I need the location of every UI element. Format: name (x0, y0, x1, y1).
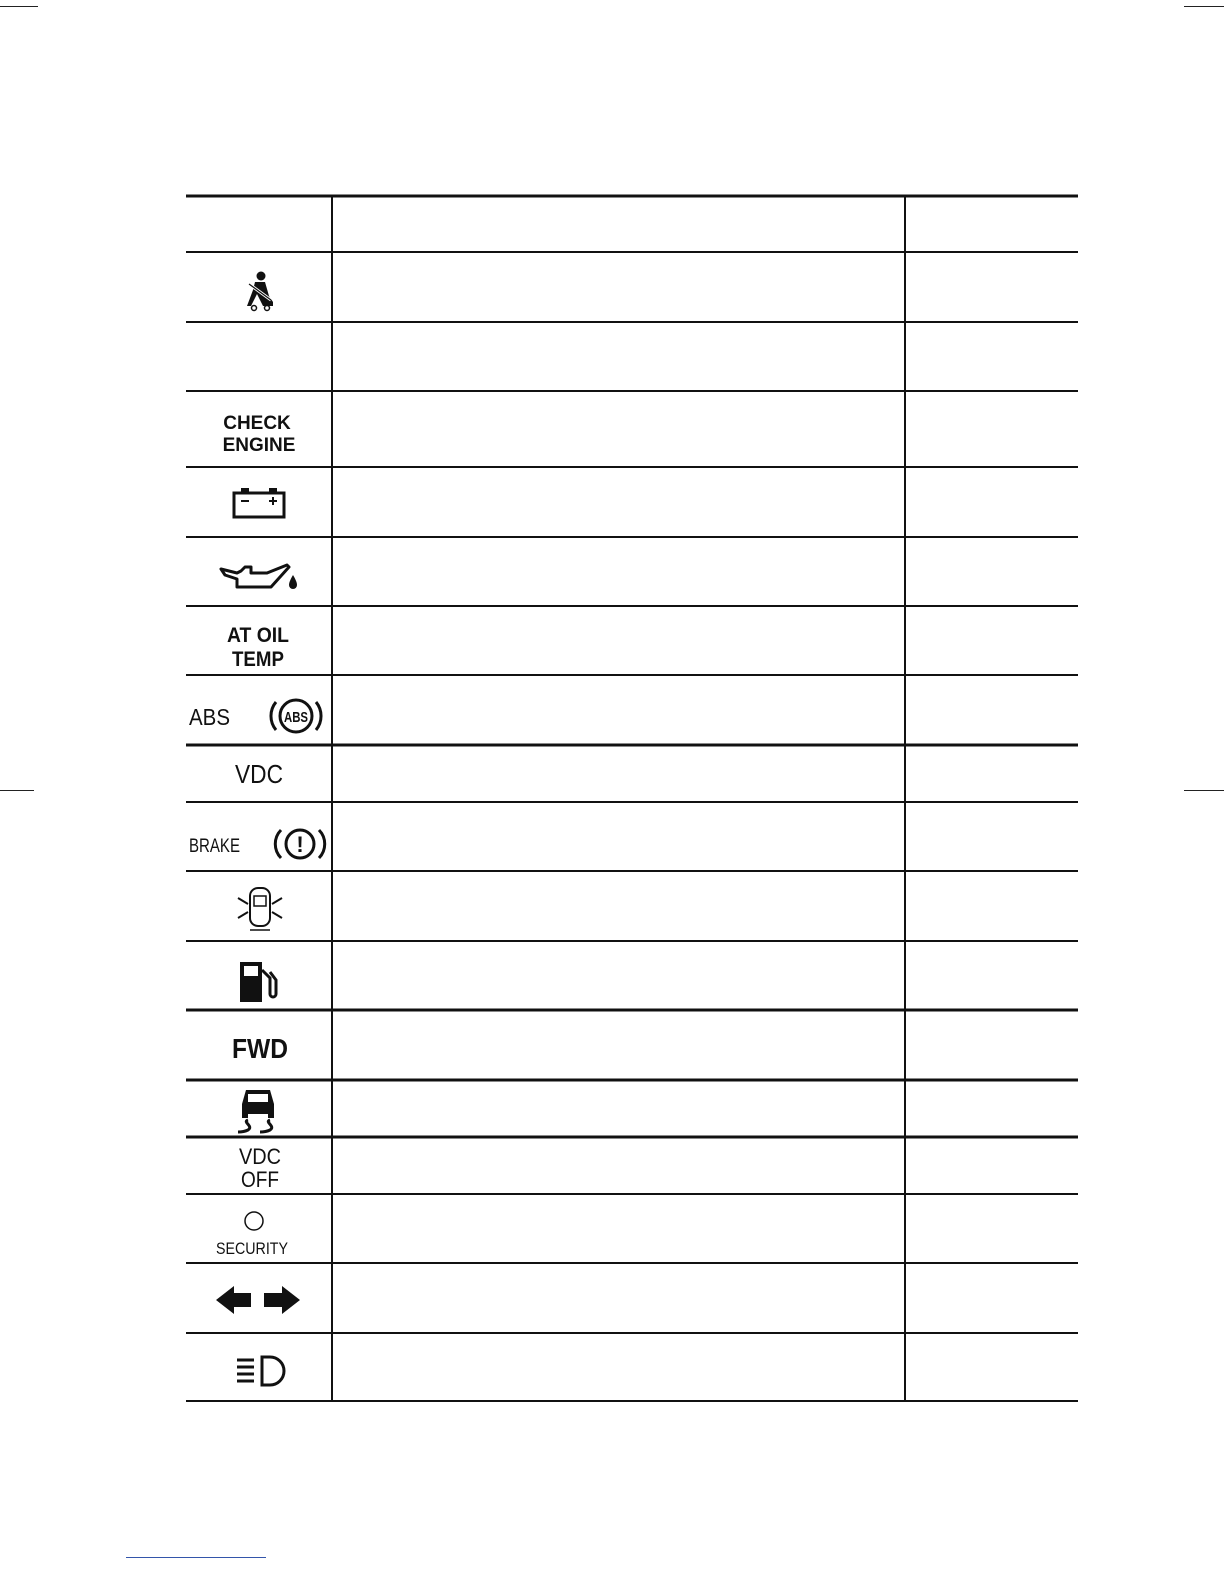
high-beam-icon (237, 1357, 284, 1385)
brake-label: BRAKE (189, 836, 240, 857)
at-oil-temp-line-1: AT OIL (227, 624, 290, 647)
skid-car-icon (238, 1090, 274, 1132)
vdc-text: VDC (235, 759, 283, 789)
at-oil-temp-text (227, 624, 289, 671)
abs-label: ABS (189, 704, 230, 730)
vdc-off-line-1: VDC (239, 1144, 282, 1169)
vdc-off-text (239, 1144, 281, 1192)
security-icon (216, 1212, 288, 1258)
at-oil-temp-line-2: TEMP (232, 648, 284, 671)
turn-signal-icon (216, 1286, 300, 1314)
security-label: SECURITY (216, 1239, 288, 1258)
vdc-off-line-2: OFF (241, 1167, 279, 1192)
brake-icon (189, 830, 325, 858)
check-engine-line-1: CHECK (223, 413, 291, 434)
battery-icon (234, 488, 284, 517)
abs-circle-label: ABS (284, 709, 308, 726)
check-engine-text (223, 413, 296, 456)
brake-exclamation: ! (296, 832, 304, 857)
table-rules (186, 196, 1078, 1401)
check-engine-line-2: ENGINE (222, 435, 296, 456)
abs-icon (189, 700, 321, 732)
oil-can-icon (221, 565, 297, 589)
fwd-text: FWD (232, 1033, 288, 1064)
seat-belt-icon (247, 272, 273, 311)
door-open-icon (238, 888, 282, 930)
fuel-pump-icon (240, 962, 276, 1002)
footer-link-underline (126, 1557, 266, 1558)
